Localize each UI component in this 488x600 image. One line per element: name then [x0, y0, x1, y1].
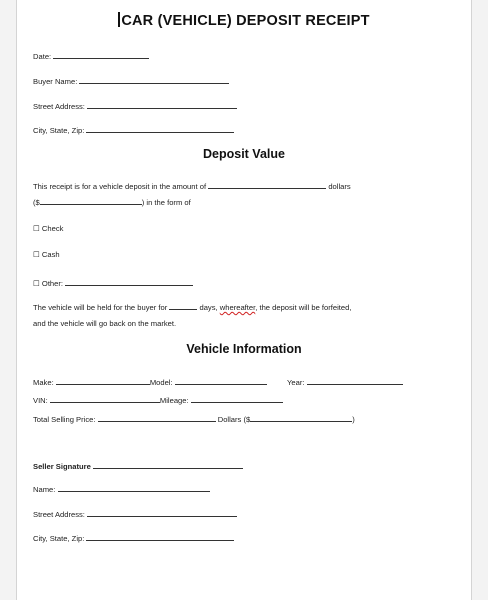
date-field[interactable] [53, 50, 149, 59]
year-row: Year: [287, 376, 403, 387]
seller-street-row: Street Address: [33, 508, 237, 519]
deposit-amount-row: This receipt is for a vehicle deposit in the amount of dollars [33, 182, 351, 191]
make-field[interactable] [56, 376, 150, 385]
seller-street-field[interactable] [87, 508, 237, 517]
other-option: ☐ Other: [33, 277, 193, 288]
hold-terms-line: The vehicle will be held for the buyer for days, whereafter, the deposit will be forfeited, [33, 303, 352, 312]
deposit-amount-field[interactable] [208, 180, 326, 189]
check-option[interactable]: ☐ Check [33, 224, 64, 233]
seller-name-field[interactable] [58, 483, 210, 492]
vin-row: VIN: Mileage: [33, 394, 283, 405]
buyer-city-row: City, State, Zip: [33, 124, 234, 135]
buyer-street-row: Street Address: [33, 100, 237, 111]
buyer-city-field[interactable] [86, 124, 234, 133]
document-title: CAR (VEHICLE) DEPOSIT RECEIPT [17, 12, 471, 29]
buyer-street-field[interactable] [87, 100, 237, 109]
hold-terms-line-2: and the vehicle will go back on the market. [33, 319, 177, 328]
spellcheck-word: whereafter [219, 303, 256, 312]
seller-signature-field[interactable] [93, 460, 243, 469]
price-field[interactable] [98, 413, 216, 422]
deposit-heading: Deposit Value [203, 147, 285, 161]
deposit-dollar-row: ($ ) in the form of [33, 198, 191, 207]
price-dollars-field[interactable] [250, 413, 352, 422]
make-row: Make: Model: [33, 376, 267, 387]
model-field[interactable] [175, 376, 267, 385]
seller-city-row: City, State, Zip: [33, 532, 234, 543]
cash-option[interactable]: ☐ Cash [33, 250, 60, 259]
seller-signature-row: Seller Signature [33, 460, 243, 471]
price-row: Total Selling Price: Dollars ($ ) [33, 415, 355, 424]
seller-city-field[interactable] [86, 532, 234, 541]
year-field[interactable] [307, 376, 403, 385]
vin-field[interactable] [50, 394, 160, 403]
deposit-dollar-field[interactable] [40, 196, 142, 205]
seller-name-row: Name: [33, 483, 210, 494]
vehicle-heading: Vehicle Information [186, 342, 302, 356]
other-field[interactable] [65, 277, 193, 286]
document-page [16, 0, 472, 600]
buyer-name-field[interactable] [79, 75, 229, 84]
buyer-name-row: Buyer Name: [33, 75, 229, 86]
hold-days-field[interactable] [169, 301, 197, 310]
date-row: Date: [33, 50, 149, 61]
mileage-field[interactable] [191, 394, 283, 403]
